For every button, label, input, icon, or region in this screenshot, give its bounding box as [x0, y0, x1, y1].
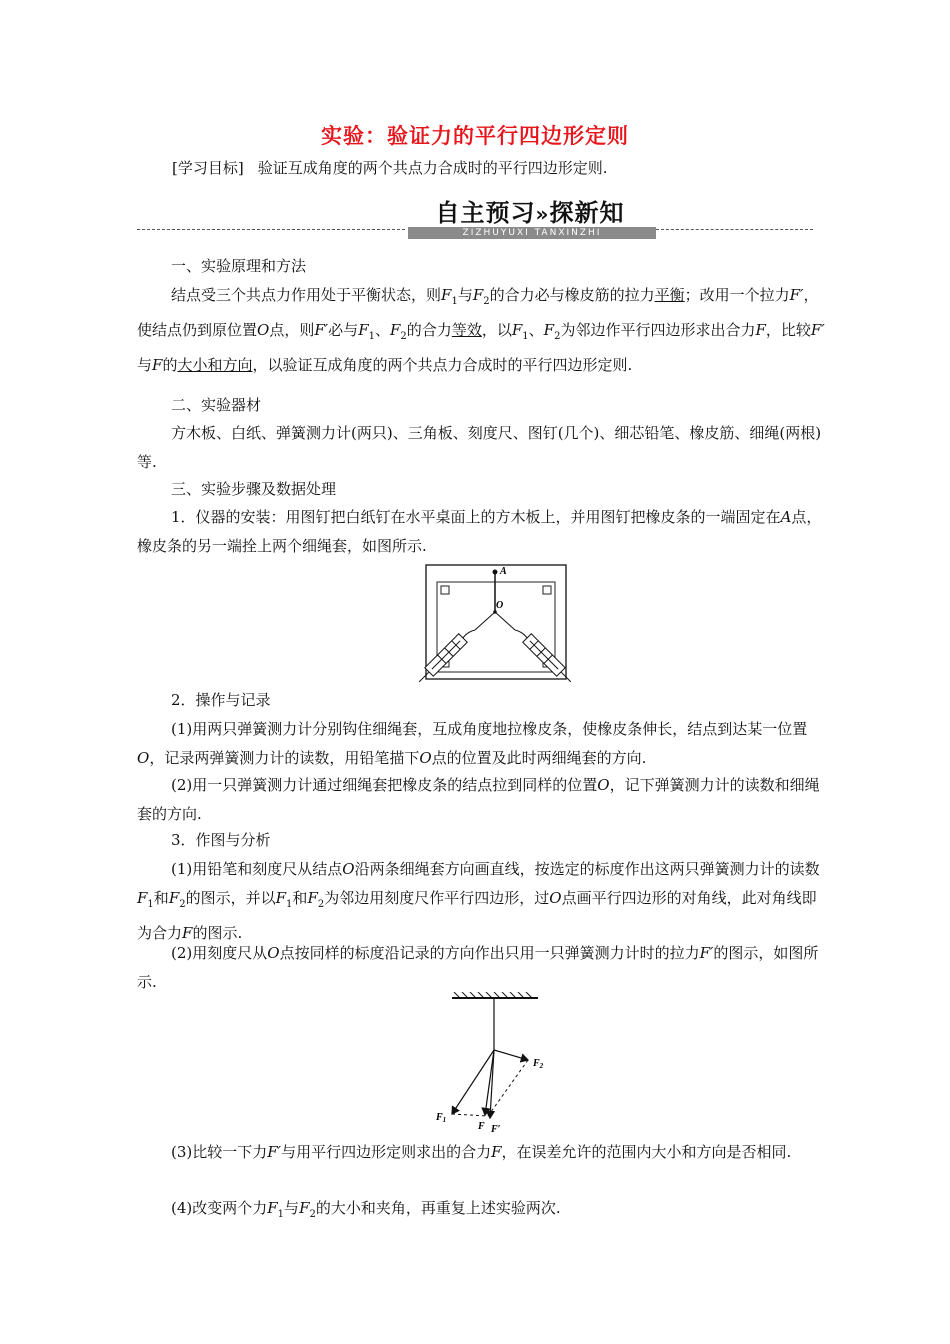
section2-heading: 二、实验器材 — [171, 396, 262, 414]
step3-heading: 3．作图与分析 — [171, 831, 271, 849]
label-F: F — [478, 1121, 485, 1132]
step3-item3: (3)比较一下力F′与用平行四边形定则求出的合力F，在误差允许的范围内大小和方向是否相同. — [171, 1143, 792, 1161]
banner-title-left: 自主预习 — [435, 199, 536, 227]
step1-text: 1．仪器的安装：用图钉把白纸钉在水平桌面上的方木板上，并用图钉把橡皮条的一端固定在A点，橡皮条的另一端拴上两个细绳套，如图所示. — [137, 508, 822, 555]
banner-subtitle: ZIZHUYUXI TANXINZHI — [408, 227, 656, 239]
label-A: A — [500, 566, 507, 577]
force-diagram — [430, 992, 560, 1132]
blank-size-direction: 大小和方向 — [177, 356, 253, 374]
banner-title-right: 探新知 — [549, 199, 625, 227]
label-Fprime: F′ — [491, 1124, 501, 1132]
learning-goal — [172, 157, 608, 178]
step3-item2: (2)用刻度尺从O点按同样的标度沿记录的方向作出只用一只弹簧测力计时的拉力F′的图示，如图所示. — [137, 944, 819, 991]
step2-item2: (2)用一只弹簧测力计通过细绳套把橡皮条的结点拉到同样的位置O，记下弹簧测力计的读数和细绳套的方向. — [137, 776, 820, 823]
step3-item1: (1)用铅笔和刻度尺从结点O沿两条细绳套方向画直线，按选定的标度作出这两只弹簧测力计的读数$F_1$和$F_2$的图示，并以$F_1$和$F_2$为邻边用刻度尺作平行四边形，过O点画平行四边形的对角线，此对角线即为合力F的图示. — [137, 860, 820, 942]
step2-heading: 2．操作与记录 — [171, 691, 271, 709]
banner-title — [410, 193, 650, 225]
goal-text: 验证互成角度的两个共点力合成时的平行四边形定则. — [257, 159, 608, 177]
label-F1: $F_1$ — [436, 1112, 447, 1124]
blank-equivalent: 等效 — [451, 321, 482, 339]
label-F2: $F_2$ — [533, 1058, 544, 1070]
banner-arrow-icon: » — [535, 202, 550, 226]
step3-item4: (4)改变两个力$F_1$与$F_2$的大小和夹角，再重复上述实验两次. — [171, 1199, 561, 1220]
banner-divider-left — [137, 229, 405, 230]
step2-item1: (1)用两只弹簧测力计分别钩住细绳套，互成角度地拉橡皮条，使橡皮条伸长，结点到达某一位置O，记录两弹簧测力计的读数，用铅笔描下O点的位置及此时两细绳套的方向. — [137, 720, 808, 767]
goal-tag: [学习目标] — [172, 159, 244, 177]
section2-text: 方木板、白纸、弹簧测力计(两只)、三角板、刻度尺、图钉(几个)、细芯铅笔、橡皮筋、细绳(两根)等. — [137, 424, 822, 471]
section1-paragraph: 结点受三个共点力作用处于平衡状态，则$F_1$与$F_2$的合力必与橡皮筋的拉力平衡；改用一个拉力F′，使结点仍到原位置O点，则F′必与$F_1$、$F_2$的合力等效，以$F_1$、$F_2$为邻边作平行四边形求出合力F，比较F′与F的大小和方向，以验证互成角度的两个共点力合成时的平行四边形定则. — [137, 286, 825, 374]
apparatus-figure — [415, 562, 575, 684]
banner-divider-right — [656, 229, 813, 230]
page-title: 实验：验证力的平行四边形定则 — [321, 123, 629, 148]
section3-heading: 三、实验步骤及数据处理 — [171, 480, 337, 498]
section1-heading: 一、实验原理和方法 — [171, 257, 307, 275]
label-O: O — [496, 600, 504, 611]
blank-balance: 平衡 — [654, 286, 685, 304]
